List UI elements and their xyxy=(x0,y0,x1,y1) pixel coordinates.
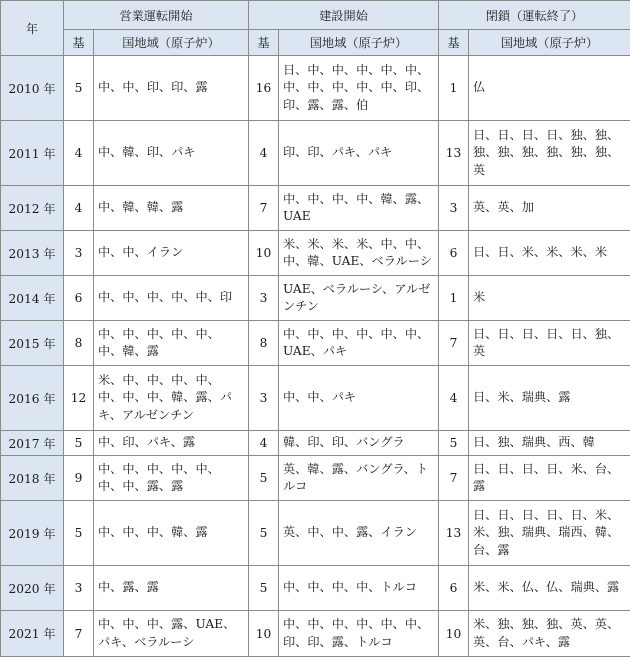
cl-countries-cell: 米、独、独、独、英、英、英、台、パキ、露 xyxy=(469,611,630,657)
cl-count-cell: 1 xyxy=(439,56,469,121)
year-cell: 2014 年 xyxy=(1,276,64,321)
header-row-2 xyxy=(1,30,630,56)
year-cell: 2020 年 xyxy=(1,566,64,611)
op-count-cell: 4 xyxy=(64,121,94,186)
con-countries-cell: 日、中、中、中、中、中、中、中、中、中、中、印、印、露、露、伯 xyxy=(279,56,439,121)
cl-count-cell: 13 xyxy=(439,121,469,186)
con-countries-cell: 中、中、中、中、韓、露、UAE xyxy=(279,186,439,231)
op-countries-cell: 中、露、露 xyxy=(94,566,249,611)
con-countries-cell: 中、中、パキ xyxy=(279,366,439,431)
table-row xyxy=(1,276,630,321)
cl-countries-cell: 米 xyxy=(469,276,630,321)
year-cell: 2019 年 xyxy=(1,501,64,566)
con-countries-cell: 米、米、米、米、中、中、中、韓、UAE、ベラルーシ xyxy=(279,231,439,276)
table-row xyxy=(1,321,630,366)
con-countries-cell: 中、中、中、中、中、中、UAE、パキ xyxy=(279,321,439,366)
con-countries-cell: 韓、印、印、バングラ xyxy=(279,431,439,456)
con-countries-cell: 印、印、パキ、パキ xyxy=(279,121,439,186)
op-count-cell: 5 xyxy=(64,431,94,456)
table-row xyxy=(1,566,630,611)
table-row xyxy=(1,56,630,121)
year-column-header: 年 xyxy=(1,1,64,56)
cl-count-cell: 5 xyxy=(439,431,469,456)
cl-count-cell: 1 xyxy=(439,276,469,321)
cl-count-cell: 3 xyxy=(439,186,469,231)
op-countries-cell: 中、中、イラン xyxy=(94,231,249,276)
con-count-cell: 3 xyxy=(249,276,279,321)
cl-count-cell: 7 xyxy=(439,321,469,366)
con-countries-cell: 英、中、中、露、イラン xyxy=(279,501,439,566)
table-row xyxy=(1,456,630,501)
op-count-header: 基 xyxy=(64,30,94,56)
con-count-cell: 5 xyxy=(249,566,279,611)
start-construction-header: 建設開始 xyxy=(249,1,439,30)
con-count-cell: 5 xyxy=(249,456,279,501)
cl-countries-cell: 米、米、仏、仏、瑞典、露 xyxy=(469,566,630,611)
con-count-cell: 4 xyxy=(249,431,279,456)
op-count-cell: 7 xyxy=(64,611,94,657)
con-count-cell: 10 xyxy=(249,231,279,276)
op-count-cell: 3 xyxy=(64,566,94,611)
cl-count-cell: 7 xyxy=(439,456,469,501)
op-countries-header: 国地域（原子炉） xyxy=(94,30,249,56)
op-count-cell: 9 xyxy=(64,456,94,501)
op-count-cell: 5 xyxy=(64,501,94,566)
op-count-cell: 6 xyxy=(64,276,94,321)
cl-count-cell: 6 xyxy=(439,566,469,611)
cl-count-cell: 6 xyxy=(439,231,469,276)
con-count-header: 基 xyxy=(249,30,279,56)
op-countries-cell: 中、中、中、中、中、中、韓、露 xyxy=(94,321,249,366)
cl-countries-header: 国地域（原子炉） xyxy=(469,30,630,56)
con-countries-cell: 中、中、中、中、トルコ xyxy=(279,566,439,611)
op-count-cell: 8 xyxy=(64,321,94,366)
start-operation-header: 営業運転開始 xyxy=(64,1,249,30)
cl-countries-cell: 日、日、日、日、日、米、米、独、瑞典、瑞西、韓、台、露 xyxy=(469,501,630,566)
cl-countries-cell: 英、英、加 xyxy=(469,186,630,231)
con-count-cell: 7 xyxy=(249,186,279,231)
con-count-cell: 3 xyxy=(249,366,279,431)
con-count-cell: 10 xyxy=(249,611,279,657)
table-row xyxy=(1,501,630,566)
closure-header: 閉鎖（運転終了） xyxy=(439,1,630,30)
con-count-cell: 16 xyxy=(249,56,279,121)
cl-countries-cell: 日、米、瑞典、露 xyxy=(469,366,630,431)
op-count-cell: 12 xyxy=(64,366,94,431)
op-count-cell: 3 xyxy=(64,231,94,276)
table-row xyxy=(1,366,630,431)
cl-count-header: 基 xyxy=(439,30,469,56)
cl-countries-cell: 日、日、日、日、独、独、独、独、独、独、独、独、英 xyxy=(469,121,630,186)
con-count-cell: 5 xyxy=(249,501,279,566)
op-countries-cell: 中、中、中、露、UAE、パキ、ベラルーシ xyxy=(94,611,249,657)
year-cell: 2021 年 xyxy=(1,611,64,657)
op-countries-cell: 中、中、中、中、中、印 xyxy=(94,276,249,321)
con-countries-header: 国地域（原子炉） xyxy=(279,30,439,56)
op-countries-cell: 中、中、中、韓、露 xyxy=(94,501,249,566)
year-cell: 2018 年 xyxy=(1,456,64,501)
cl-count-cell: 13 xyxy=(439,501,469,566)
con-countries-cell: 英、韓、露、バングラ、トルコ xyxy=(279,456,439,501)
year-cell: 2013 年 xyxy=(1,231,64,276)
table-row xyxy=(1,231,630,276)
op-countries-cell: 中、中、印、印、露 xyxy=(94,56,249,121)
year-cell: 2015 年 xyxy=(1,321,64,366)
con-count-cell: 8 xyxy=(249,321,279,366)
op-count-cell: 4 xyxy=(64,186,94,231)
cl-countries-cell: 仏 xyxy=(469,56,630,121)
con-countries-cell: UAE、ベラルーシ、アルゼンチン xyxy=(279,276,439,321)
cl-countries-cell: 日、独、瑞典、西、韓 xyxy=(469,431,630,456)
op-countries-cell: 中、中、中、中、中、中、中、露、露 xyxy=(94,456,249,501)
year-cell: 2011 年 xyxy=(1,121,64,186)
cl-countries-cell: 日、日、米、米、米、米 xyxy=(469,231,630,276)
cl-countries-cell: 日、日、日、日、米、台、露 xyxy=(469,456,630,501)
con-countries-cell: 中、中、中、中、中、中、印、印、露、トルコ xyxy=(279,611,439,657)
cl-countries-cell: 日、日、日、日、日、独、英 xyxy=(469,321,630,366)
year-cell: 2012 年 xyxy=(1,186,64,231)
op-countries-cell: 中、韓、印、パキ xyxy=(94,121,249,186)
header-row-1 xyxy=(1,1,630,30)
table-row xyxy=(1,186,630,231)
op-countries-cell: 米、中、中、中、中、中、中、中、韓、露、パキ、アルゼンチン xyxy=(94,366,249,431)
table-row xyxy=(1,431,630,456)
op-countries-cell: 中、印、パキ、露 xyxy=(94,431,249,456)
con-count-cell: 4 xyxy=(249,121,279,186)
cl-count-cell: 4 xyxy=(439,366,469,431)
op-count-cell: 5 xyxy=(64,56,94,121)
cl-count-cell: 10 xyxy=(439,611,469,657)
year-cell: 2017 年 xyxy=(1,431,64,456)
op-countries-cell: 中、韓、韓、露 xyxy=(94,186,249,231)
table-row xyxy=(1,611,630,657)
year-cell: 2016 年 xyxy=(1,366,64,431)
year-cell: 2010 年 xyxy=(1,56,64,121)
table-row xyxy=(1,121,630,186)
